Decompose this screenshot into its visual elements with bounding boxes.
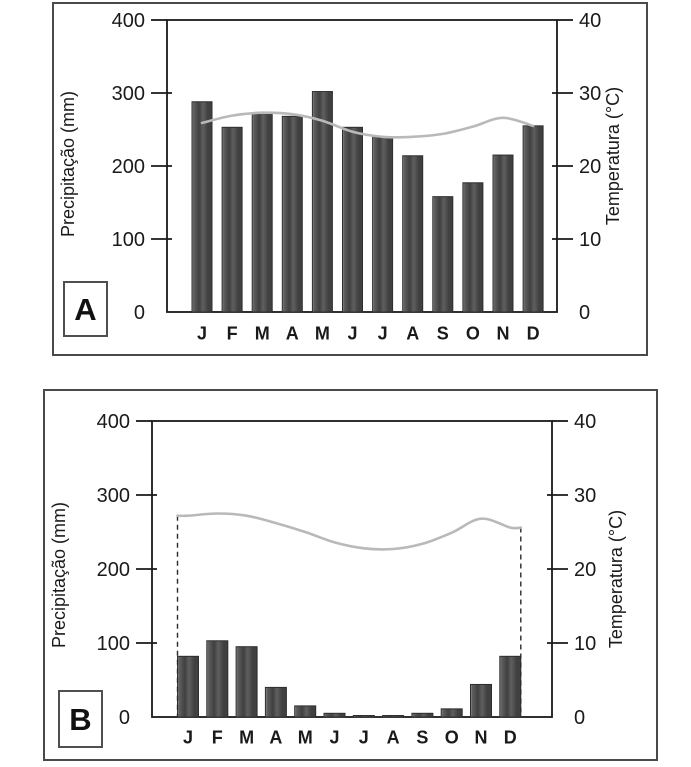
svg-text:200: 200 — [111, 156, 145, 178]
svg-text:A: A — [269, 727, 283, 748]
svg-text:F: F — [211, 727, 223, 748]
climograph-panel-a — [52, 2, 648, 356]
svg-text:J: J — [377, 323, 388, 344]
svg-text:200: 200 — [96, 559, 130, 581]
panel-label-a-text: A — [74, 291, 97, 327]
panel-label-b — [58, 690, 103, 748]
svg-text:A: A — [386, 727, 400, 748]
svg-text:300: 300 — [96, 485, 130, 507]
climograph-a-canvas — [54, 4, 646, 354]
svg-text:M: M — [239, 727, 255, 748]
svg-text:100: 100 — [96, 633, 130, 655]
svg-text:0: 0 — [579, 302, 591, 324]
svg-text:M: M — [254, 323, 270, 344]
climograph-b-canvas — [45, 391, 656, 759]
svg-text:S: S — [416, 727, 429, 748]
svg-text:Precipitação (mm): Precipitação (mm) — [49, 501, 69, 649]
svg-text:M: M — [297, 727, 313, 748]
svg-text:N: N — [496, 323, 510, 344]
svg-text:400: 400 — [96, 411, 130, 433]
svg-text:J: J — [182, 727, 194, 748]
svg-text:M: M — [314, 323, 330, 344]
svg-text:20: 20 — [574, 559, 597, 581]
svg-text:0: 0 — [118, 707, 130, 729]
svg-text:D: D — [503, 727, 517, 748]
svg-text:30: 30 — [579, 83, 602, 105]
svg-text:J: J — [358, 727, 369, 748]
svg-text:20: 20 — [579, 156, 602, 178]
svg-text:A: A — [285, 323, 299, 344]
svg-text:J: J — [347, 323, 358, 344]
svg-text:30: 30 — [574, 485, 597, 507]
svg-text:300: 300 — [111, 83, 145, 105]
svg-text:D: D — [526, 323, 540, 344]
svg-text:N: N — [474, 727, 488, 748]
svg-text:J: J — [329, 727, 340, 748]
svg-text:J: J — [196, 323, 208, 344]
svg-text:10: 10 — [579, 229, 602, 251]
svg-text:O: O — [444, 727, 459, 748]
panel-label-a — [63, 281, 108, 337]
svg-text:Temperatura (°C): Temperatura (°C) — [606, 509, 626, 649]
svg-text:0: 0 — [133, 302, 145, 324]
svg-text:F: F — [226, 323, 238, 344]
svg-text:Temperatura (°C): Temperatura (°C) — [603, 86, 623, 226]
climograph-panel-b — [43, 389, 658, 761]
svg-text:400: 400 — [111, 10, 145, 32]
svg-text:S: S — [436, 323, 449, 344]
svg-text:0: 0 — [574, 707, 586, 729]
svg-text:Precipitação (mm): Precipitação (mm) — [58, 90, 78, 238]
svg-text:A: A — [406, 323, 420, 344]
svg-text:40: 40 — [579, 10, 602, 32]
svg-text:O: O — [465, 323, 480, 344]
svg-text:10: 10 — [574, 633, 597, 655]
panel-label-b-text: B — [69, 701, 92, 737]
svg-text:40: 40 — [574, 411, 597, 433]
svg-text:100: 100 — [111, 229, 145, 251]
